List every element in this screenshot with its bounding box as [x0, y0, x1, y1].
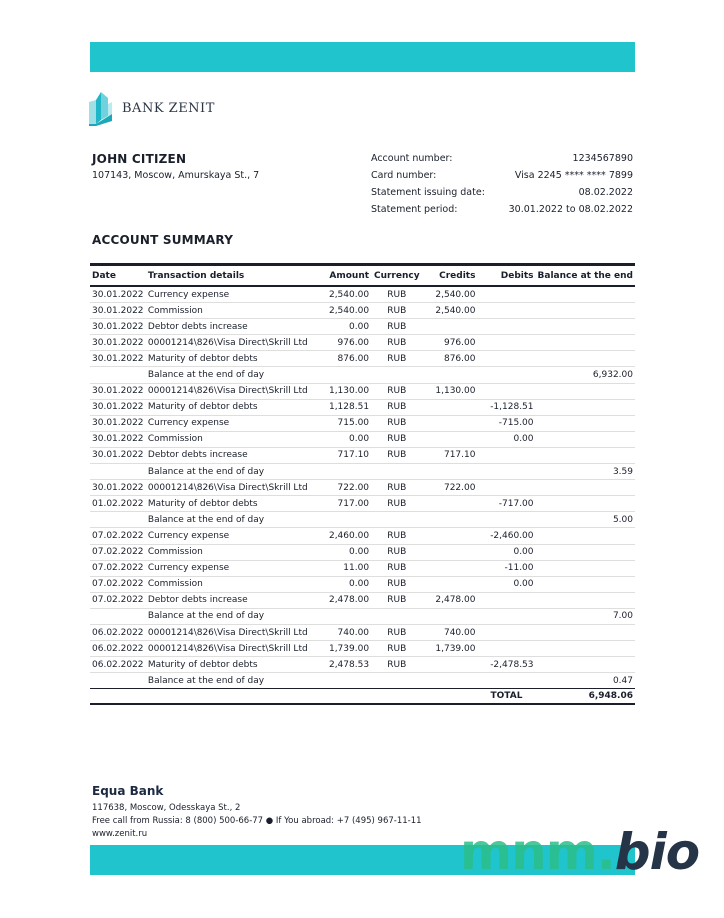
- cell-date: 07.02.2022: [90, 544, 146, 560]
- cell-details: 00001214\826\Visa Direct\Skrill Ltd: [146, 480, 318, 496]
- cell-currency: RUB: [371, 496, 422, 512]
- cell-details: Maturity of debtor debts: [146, 496, 318, 512]
- cell-credits: [423, 367, 478, 383]
- cell-currency: RUB: [371, 544, 422, 560]
- cell-amount: 0.00: [318, 576, 371, 592]
- col-header-balance: Balance at the end: [536, 265, 635, 287]
- cell-details: 00001214\826\Visa Direct\Skrill Ltd: [146, 335, 318, 351]
- cell-balance: [536, 319, 635, 335]
- balance-row: [90, 367, 635, 383]
- cell-debits: [477, 286, 535, 303]
- total-label: TOTAL: [477, 689, 535, 705]
- account-info-row: [371, 204, 633, 221]
- cell-date: 06.02.2022: [90, 657, 146, 673]
- cell-debits: [477, 608, 535, 624]
- cell-balance: [536, 560, 635, 576]
- cell-debits: -717.00: [477, 496, 535, 512]
- cell-balance: [536, 447, 635, 463]
- cell-details: Currency expense: [146, 415, 318, 431]
- cell-debits: [477, 641, 535, 657]
- cell-debits: [477, 383, 535, 399]
- table-row: [90, 496, 635, 512]
- cell-currency: [371, 367, 422, 383]
- table-row: [90, 480, 635, 496]
- cell-currency: RUB: [371, 286, 422, 303]
- cell-currency: RUB: [371, 576, 422, 592]
- account-info-value: 08.02.2022: [578, 187, 633, 198]
- cell-debits: -11.00: [477, 560, 535, 576]
- cell-details: Commission: [146, 431, 318, 447]
- cell-credits: 876.00: [423, 351, 478, 367]
- cell-currency: [371, 608, 422, 624]
- cell-credits: [423, 576, 478, 592]
- table-row: [90, 592, 635, 608]
- cell-credits: [423, 544, 478, 560]
- footer-phones: Free call from Russia: 8 (800) 500-66-77 ● If You abroad: +7 (495) 967-11-11: [92, 816, 422, 826]
- cell-amount: 717.10: [318, 447, 371, 463]
- account-summary-title: ACCOUNT SUMMARY: [92, 233, 234, 247]
- cell-details: 00001214\826\Visa Direct\Skrill Ltd: [146, 383, 318, 399]
- cell-details: Balance at the end of day: [146, 464, 318, 480]
- cell-currency: RUB: [371, 335, 422, 351]
- cell-credits: [423, 608, 478, 624]
- cell-credits: 1,130.00: [423, 383, 478, 399]
- cell-credits: [423, 431, 478, 447]
- cell-amount: [318, 608, 371, 624]
- cell-details: Debtor debts increase: [146, 319, 318, 335]
- watermark: [460, 822, 699, 882]
- cell-amount: 2,540.00: [318, 303, 371, 319]
- table-row: [90, 657, 635, 673]
- cell-credits: 717.10: [423, 447, 478, 463]
- table-row: [90, 544, 635, 560]
- bank-zenit-logo-icon: [88, 90, 114, 126]
- cell-balance: 0.47: [612, 675, 633, 686]
- account-info-row: [371, 170, 633, 187]
- cell-currency: RUB: [371, 447, 422, 463]
- cell-balance: [536, 415, 635, 431]
- cell-date: 30.01.2022: [90, 480, 146, 496]
- account-info-label: Statement period:: [371, 204, 458, 215]
- cell-amount: 715.00: [318, 415, 371, 431]
- client-name: JOHN CITIZEN: [92, 152, 187, 166]
- cell-amount: 2,478.53: [318, 657, 371, 673]
- cell-details: Maturity of debtor debts: [146, 351, 318, 367]
- cell-details: Currency expense: [146, 528, 318, 544]
- cell-currency: [371, 464, 422, 480]
- table-row: [90, 399, 635, 415]
- client-address: 107143, Moscow, Amurskaya St., 7: [92, 170, 260, 181]
- cell-credits: [423, 399, 478, 415]
- cell-balance: [536, 303, 635, 319]
- cell-balance: [536, 641, 635, 657]
- cell-date: 30.01.2022: [90, 383, 146, 399]
- cell-date: 30.01.2022: [90, 286, 146, 303]
- cell-date: 30.01.2022: [90, 447, 146, 463]
- cell-balance: [536, 592, 635, 608]
- cell-debits: 0.00: [477, 544, 535, 560]
- cell-date: [90, 673, 146, 689]
- cell-debits: [477, 303, 535, 319]
- table-row: [90, 335, 635, 351]
- cell-credits: [423, 496, 478, 512]
- cell-balance: [536, 624, 635, 640]
- cell-debits: [477, 512, 535, 528]
- balance-row: [90, 673, 635, 689]
- cell-debits: [477, 367, 535, 383]
- cell-credits: 976.00: [423, 335, 478, 351]
- cell-debits: [477, 335, 535, 351]
- cell-debits: -715.00: [477, 415, 535, 431]
- cell-date: 30.01.2022: [90, 335, 146, 351]
- cell-date: 07.02.2022: [90, 528, 146, 544]
- cell-amount: 2,460.00: [318, 528, 371, 544]
- cell-debits: -2,478.53: [477, 657, 535, 673]
- col-header-debits: Debits: [477, 265, 535, 287]
- footer: [92, 784, 422, 839]
- cell-credits: [423, 415, 478, 431]
- client-block: [92, 152, 259, 181]
- cell-amount: [318, 512, 371, 528]
- cell-balance: [536, 351, 635, 367]
- cell-debits: [477, 447, 535, 463]
- table-header-row: [90, 265, 635, 287]
- col-header-currency: Currency: [371, 265, 422, 287]
- account-info-row: [371, 153, 633, 170]
- cell-details: Commission: [146, 576, 318, 592]
- cell-amount: 1,130.00: [318, 383, 371, 399]
- cell-balance: [536, 528, 635, 544]
- cell-date: 06.02.2022: [90, 641, 146, 657]
- col-header-credits: Credits: [423, 265, 478, 287]
- transactions-body: [90, 286, 635, 689]
- cell-amount: 0.00: [318, 544, 371, 560]
- cell-currency: RUB: [371, 431, 422, 447]
- account-info-label: Card number:: [371, 170, 437, 181]
- cell-debits: [477, 464, 535, 480]
- watermark-part-1: mnm.: [460, 823, 615, 881]
- cell-credits: [423, 673, 478, 689]
- cell-currency: RUB: [371, 560, 422, 576]
- cell-credits: 740.00: [423, 624, 478, 640]
- balance-row: [90, 608, 635, 624]
- total-row: [90, 689, 635, 705]
- table-row: [90, 560, 635, 576]
- table-row: [90, 319, 635, 335]
- cell-amount: [318, 673, 371, 689]
- cell-date: 30.01.2022: [90, 303, 146, 319]
- cell-balance: [536, 576, 635, 592]
- cell-credits: 2,540.00: [423, 303, 478, 319]
- account-info-value: Visa 2245 **** **** 7899: [514, 170, 633, 181]
- cell-currency: RUB: [371, 303, 422, 319]
- footer-bank-name: Equa Bank: [92, 784, 164, 798]
- cell-date: 01.02.2022: [90, 496, 146, 512]
- cell-amount: 0.00: [318, 431, 371, 447]
- cell-amount: 722.00: [318, 480, 371, 496]
- account-info-label: Account number:: [371, 153, 453, 164]
- cell-amount: 11.00: [318, 560, 371, 576]
- balance-row: [90, 464, 635, 480]
- cell-date: [90, 512, 146, 528]
- cell-date: 07.02.2022: [90, 592, 146, 608]
- cell-details: Balance at the end of day: [147, 675, 265, 686]
- table-row: [90, 286, 635, 303]
- cell-date: 30.01.2022: [90, 319, 146, 335]
- cell-currency: RUB: [371, 415, 422, 431]
- cell-details: Balance at the end of day: [146, 512, 318, 528]
- cell-details: Balance at the end of day: [146, 608, 318, 624]
- cell-credits: [423, 464, 478, 480]
- cell-debits: [477, 624, 535, 640]
- cell-currency: RUB: [371, 592, 422, 608]
- cell-balance: 6,932.00: [536, 367, 635, 383]
- cell-amount: 976.00: [318, 335, 371, 351]
- cell-amount: 1,739.00: [318, 641, 371, 657]
- cell-details: Maturity of debtor debts: [146, 657, 318, 673]
- table-row: [90, 447, 635, 463]
- cell-currency: RUB: [371, 383, 422, 399]
- table-row: [90, 641, 635, 657]
- table-row: [90, 624, 635, 640]
- cell-currency: [371, 673, 422, 689]
- table-row: [90, 303, 635, 319]
- cell-debits: [477, 592, 535, 608]
- cell-details: 00001214\826\Visa Direct\Skrill Ltd: [146, 641, 318, 657]
- cell-balance: [536, 335, 635, 351]
- cell-details: Commission: [146, 544, 318, 560]
- cell-credits: [423, 657, 478, 673]
- cell-currency: RUB: [371, 624, 422, 640]
- cell-details: Commission: [146, 303, 318, 319]
- cell-currency: RUB: [371, 351, 422, 367]
- cell-details: Balance at the end of day: [146, 367, 318, 383]
- cell-debits: 0.00: [477, 576, 535, 592]
- cell-amount: 2,540.00: [318, 286, 371, 303]
- cell-currency: RUB: [371, 528, 422, 544]
- cell-date: 30.01.2022: [90, 399, 146, 415]
- cell-balance: 5.00: [536, 512, 635, 528]
- cell-date: 07.02.2022: [90, 576, 146, 592]
- bank-logo: [88, 90, 215, 126]
- cell-amount: [318, 464, 371, 480]
- cell-debits: -2,460.00: [477, 528, 535, 544]
- cell-balance: [536, 286, 635, 303]
- cell-currency: RUB: [371, 480, 422, 496]
- cell-date: 30.01.2022: [90, 415, 146, 431]
- cell-debits: [477, 351, 535, 367]
- cell-date: 07.02.2022: [90, 560, 146, 576]
- account-info: [371, 153, 633, 221]
- bank-name: BANK ZENIT: [122, 100, 215, 116]
- cell-details: Debtor debts increase: [146, 447, 318, 463]
- table-row: [90, 431, 635, 447]
- cell-balance: [536, 496, 635, 512]
- col-header-date: Date: [90, 265, 146, 287]
- cell-debits: -1,128.51: [477, 399, 535, 415]
- cell-amount: [318, 367, 371, 383]
- cell-amount: 717.00: [318, 496, 371, 512]
- cell-balance: 3.59: [536, 464, 635, 480]
- cell-balance: [536, 544, 635, 560]
- balance-row: [90, 512, 635, 528]
- cell-balance: [536, 480, 635, 496]
- account-info-value: 1234567890: [572, 153, 633, 164]
- cell-balance: [536, 657, 635, 673]
- cell-amount: 876.00: [318, 351, 371, 367]
- table-row: [90, 528, 635, 544]
- account-info-row: [371, 187, 633, 204]
- cell-date: [90, 608, 146, 624]
- cell-details: Maturity of debtor debts: [146, 399, 318, 415]
- cell-currency: RUB: [371, 319, 422, 335]
- cell-balance: [536, 383, 635, 399]
- cell-date: [90, 367, 146, 383]
- cell-credits: [423, 512, 478, 528]
- cell-amount: 0.00: [318, 319, 371, 335]
- col-header-details: Transaction details: [146, 265, 318, 287]
- table-row: [90, 415, 635, 431]
- cell-amount: 2,478.00: [318, 592, 371, 608]
- cell-balance: [536, 431, 635, 447]
- table-row: [90, 351, 635, 367]
- cell-date: 06.02.2022: [90, 624, 146, 640]
- cell-currency: RUB: [371, 641, 422, 657]
- cell-amount: 740.00: [318, 624, 371, 640]
- cell-balance: 7.00: [536, 608, 635, 624]
- header-accent-band: [90, 42, 635, 72]
- account-info-value: 30.01.2022 to 08.02.2022: [508, 204, 633, 215]
- footer-address: 117638, Moscow, Odesskaya St., 2: [92, 803, 241, 813]
- cell-date: 30.01.2022: [90, 431, 146, 447]
- cell-credits: [423, 560, 478, 576]
- cell-details: 00001214\826\Visa Direct\Skrill Ltd: [146, 624, 318, 640]
- cell-date: [90, 464, 146, 480]
- cell-details: Debtor debts increase: [146, 592, 318, 608]
- cell-credits: [423, 528, 478, 544]
- table-row: [90, 383, 635, 399]
- table-row: [90, 576, 635, 592]
- cell-details: Currency expense: [146, 286, 318, 303]
- cell-details: Currency expense: [146, 560, 318, 576]
- cell-debits: 0.00: [477, 431, 535, 447]
- cell-credits: 2,478.00: [423, 592, 478, 608]
- cell-debits: [477, 319, 535, 335]
- transactions-table: [90, 263, 635, 705]
- cell-debits: [477, 673, 535, 689]
- account-info-label: Statement issuing date:: [371, 187, 485, 198]
- cell-credits: 722.00: [423, 480, 478, 496]
- total-value: 6,948.06: [536, 689, 635, 705]
- cell-currency: [371, 512, 422, 528]
- cell-debits: [477, 480, 535, 496]
- cell-credits: 2,540.00: [423, 286, 478, 303]
- footer-website: www.zenit.ru: [92, 829, 148, 839]
- col-header-amount: Amount: [318, 265, 371, 287]
- cell-currency: RUB: [371, 399, 422, 415]
- cell-balance: [536, 399, 635, 415]
- cell-amount: 1,128.51: [318, 399, 371, 415]
- cell-date: 30.01.2022: [90, 351, 146, 367]
- watermark-part-2: bio: [614, 823, 700, 881]
- cell-currency: RUB: [371, 657, 422, 673]
- cell-credits: 1,739.00: [423, 641, 478, 657]
- cell-credits: [423, 319, 478, 335]
